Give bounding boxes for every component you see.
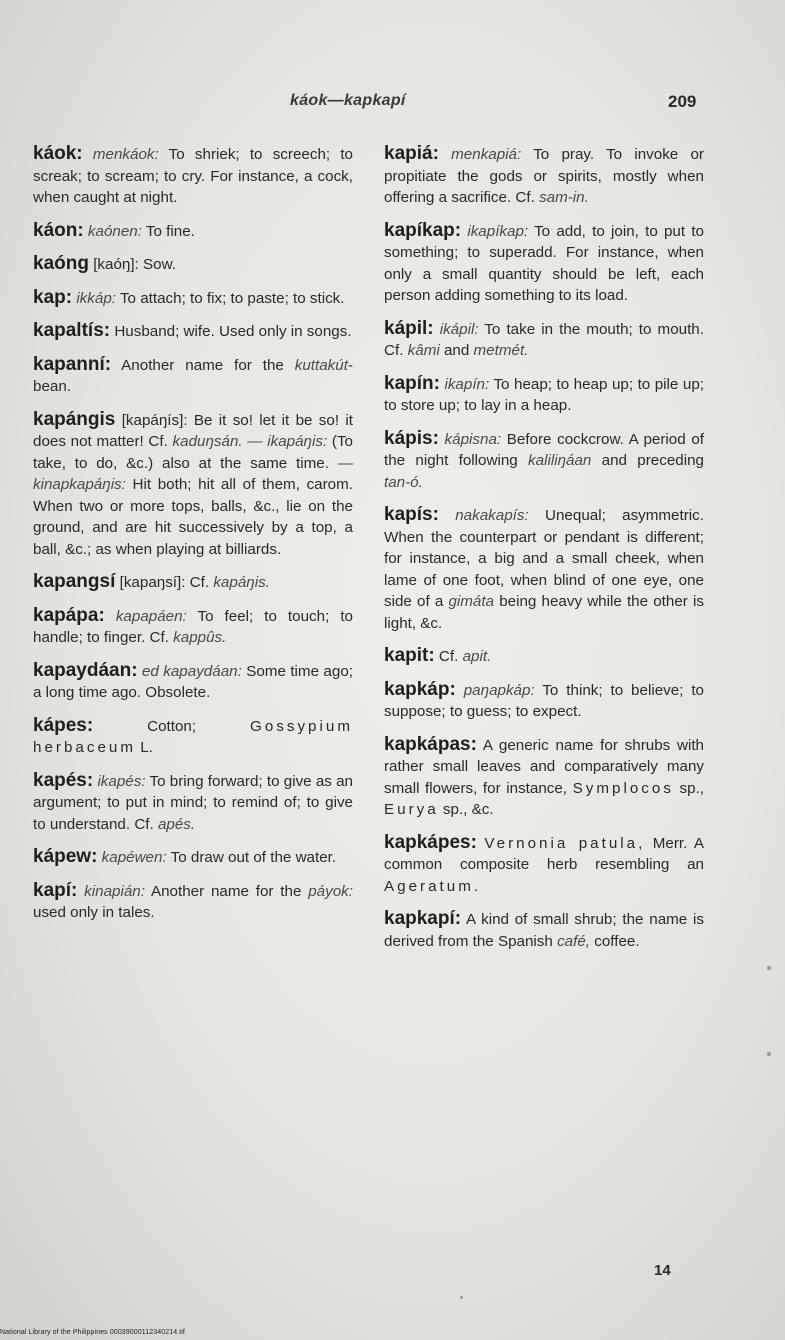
definition: Another name for the bbox=[150, 882, 302, 900]
entry-kapaydaan bbox=[33, 660, 353, 704]
headword: kapangsí bbox=[33, 571, 116, 592]
definition: To bring forward; to give as an argument; to put in mind; to remind of; to give to understand. Cf. bbox=[33, 772, 353, 833]
scientific-name: Eurya bbox=[384, 801, 439, 818]
definition-cont: used only in tales. bbox=[33, 904, 155, 921]
definition: Merr. A common composite herb resembling an bbox=[384, 834, 704, 873]
headword: kapaydáan: bbox=[33, 659, 138, 681]
entry-kapkapas bbox=[384, 734, 704, 821]
headword: kap: bbox=[33, 286, 73, 308]
headword: kapanní: bbox=[33, 353, 112, 375]
scientific-name: Ageratum. bbox=[384, 877, 482, 895]
definition: To think; to believe; to suppose; to guess; to expect. bbox=[384, 681, 704, 720]
definition: To add, to join, to put to something; to superadd. For instance, when only a small quantity should be left, each person adding something to its load. bbox=[384, 222, 704, 304]
headword: kapápa: bbox=[33, 604, 105, 626]
entry-kapikap bbox=[384, 220, 704, 307]
left-column bbox=[33, 143, 353, 935]
definition-cont: -bean. bbox=[33, 356, 353, 395]
definition-cont: (To take, to do, &c.) also at the same time. bbox=[33, 433, 353, 472]
definition-cont: coffee. bbox=[594, 932, 640, 950]
definition: [kapáŋís]: Be it so! let it be so! it does not matter! Cf. bbox=[33, 411, 353, 450]
entry-kapes bbox=[33, 770, 353, 836]
cross-reference: kuttakút bbox=[294, 356, 348, 374]
cross-reference: gimáta bbox=[448, 593, 495, 610]
definition-cont: L. bbox=[140, 739, 153, 756]
definition: [kaóŋ]: Sow. bbox=[93, 256, 176, 273]
derived-form: ed kapaydáan: bbox=[141, 662, 242, 680]
entry-kap bbox=[33, 287, 353, 310]
entry-kapangsi bbox=[33, 571, 353, 594]
cross-reference: tan-ó. bbox=[384, 473, 423, 491]
entry-kapkapi bbox=[384, 908, 704, 952]
speck bbox=[767, 966, 771, 970]
speck bbox=[460, 1296, 463, 1299]
entry-kapkap bbox=[384, 679, 704, 723]
derived-form: kápisna: bbox=[444, 430, 502, 448]
entry-kaong bbox=[33, 253, 353, 276]
derived-form: ikapíkap: bbox=[467, 222, 529, 240]
headword: káon: bbox=[33, 219, 84, 241]
entry-kapis-night bbox=[384, 428, 704, 494]
headword: kápes: bbox=[33, 714, 94, 736]
entry-kapes-cotton bbox=[33, 715, 353, 759]
derived-form: kapapáen: bbox=[115, 607, 187, 625]
derived-form: menkáok: bbox=[92, 146, 159, 163]
scientific-name: Vernonia patula, bbox=[484, 834, 646, 852]
headword: kapíkap: bbox=[384, 219, 462, 241]
definition: Another name for the bbox=[121, 356, 284, 374]
definition: To take in the mouth; to mouth. Cf. bbox=[384, 320, 704, 359]
cross-reference: kâmi bbox=[407, 342, 440, 359]
derived-form: paŋapkáp: bbox=[463, 681, 535, 699]
derived-form: kaduŋsán. — ikapáŋis: bbox=[172, 433, 328, 450]
entry-kapanni bbox=[33, 354, 353, 398]
definition: To shriek; to screech; to screak; to scream; to cry. For instance, a cock, when caught at night. bbox=[33, 146, 353, 206]
headword: kapiá: bbox=[384, 143, 439, 164]
cross-reference: café, bbox=[557, 932, 591, 950]
entry-kaok bbox=[33, 143, 353, 209]
cross-reference: kaliliŋáan bbox=[528, 452, 592, 469]
definition: [kapaŋsí]: Cf. bbox=[119, 574, 210, 591]
definition: To heap; to heap up; to pile up; to store up; to lay in a heap. bbox=[384, 375, 704, 414]
definition: A kind of small shrub; the name is derived from the Spanish bbox=[384, 911, 704, 950]
definition: A generic name for shrubs with rather small leaves and comparatively many small flowers, for instance, bbox=[384, 736, 704, 797]
definition: Cotton; bbox=[147, 717, 197, 735]
definition-cont: Hit both; hit all of them, carom. When two or more tops, balls, &c., lie on the ground, and are hit successively by a top, a ball, &c.; as when playing at billiards. bbox=[33, 476, 353, 558]
headword: kapkapí: bbox=[384, 908, 462, 929]
headword: kapí: bbox=[33, 879, 78, 901]
headword: kapís: bbox=[384, 504, 439, 525]
derived-form: kapéwen: bbox=[101, 849, 167, 866]
definition: To draw out of the water. bbox=[170, 849, 337, 866]
headword: kapín: bbox=[384, 372, 440, 394]
headword: kápil: bbox=[384, 317, 434, 339]
entry-kapin bbox=[384, 373, 704, 417]
headword: kápis: bbox=[384, 427, 439, 449]
definition-cont: being heavy while the other is light, &c. bbox=[384, 593, 704, 632]
headword: kapés: bbox=[33, 769, 94, 791]
entry-kaon bbox=[33, 220, 353, 243]
definition: To feel; to touch; to handle; to finger. Cf. bbox=[33, 607, 353, 646]
derived-form: ikápil: bbox=[439, 320, 479, 338]
definition: To pray. To invoke or propitiate the gods or spirits, mostly when offering a sacrifice. Cf. bbox=[384, 146, 704, 206]
running-head bbox=[0, 92, 785, 116]
definition-cont: and preceding bbox=[601, 452, 704, 469]
derived-form: nakakapís: bbox=[455, 507, 529, 524]
signature-mark: 14 bbox=[654, 1262, 671, 1279]
scientific-name: Symplocos bbox=[572, 779, 674, 797]
entry-kapapa bbox=[33, 605, 353, 649]
scientific-name: Gossypium herbaceum bbox=[33, 717, 353, 756]
derived-form: ikkáp: bbox=[76, 289, 116, 307]
definition: To fine. bbox=[145, 222, 195, 240]
headword: kápew: bbox=[33, 846, 98, 867]
entry-kapis-unequal bbox=[384, 504, 704, 634]
headword: kapkápes: bbox=[384, 831, 477, 853]
headword: kapángis bbox=[33, 408, 116, 430]
headword: káok: bbox=[33, 143, 83, 164]
entry-kapangis bbox=[33, 409, 353, 561]
page-number: 209 bbox=[668, 92, 697, 111]
definition: Before cockcrow. A period of the night following bbox=[384, 430, 704, 469]
right-column bbox=[384, 143, 704, 963]
entry-kapil bbox=[384, 318, 704, 362]
entry-kapia bbox=[384, 143, 704, 209]
derived-form: — kinapkapáŋis: bbox=[33, 454, 353, 493]
cross-reference: sam-in. bbox=[539, 189, 589, 206]
cross-reference: kapáŋis. bbox=[213, 574, 270, 591]
cross-reference: metmét. bbox=[473, 342, 529, 359]
entry-kapi bbox=[33, 880, 353, 924]
derived-form: menkapiá: bbox=[451, 146, 522, 163]
headword: kapit: bbox=[384, 645, 435, 666]
entry-kapit bbox=[384, 645, 704, 668]
definition-cont: and bbox=[443, 342, 470, 359]
running-head-title: káok—kapkapí bbox=[290, 92, 406, 109]
entry-kapew bbox=[33, 846, 353, 869]
definition: Cf. bbox=[438, 648, 459, 665]
definition: Unequal; asymmetric. When the counterpart or pendant is different; for instance, a big and a small cheek, when lame of one foot, when blind of one eye, one side of a bbox=[384, 507, 704, 610]
derived-form: kinapián: bbox=[84, 882, 145, 900]
definition: Husband; wife. Used only in songs. bbox=[114, 323, 352, 340]
headword: kaóng bbox=[33, 253, 89, 274]
definition: Some time ago; a long time ago. Obsolete. bbox=[33, 662, 353, 701]
entry-kapaltis bbox=[33, 320, 353, 343]
headword: kapkáp: bbox=[384, 678, 456, 700]
derived-form: ikapín: bbox=[444, 375, 490, 393]
cross-reference: páyok: bbox=[308, 882, 353, 900]
scan-credit: National Library of the Philippines 00039000112340214.tif bbox=[0, 1329, 185, 1336]
derived-form: ikapés: bbox=[97, 772, 146, 790]
derived-form: kaónen: bbox=[87, 222, 142, 240]
definition-cont: sp., bbox=[679, 779, 704, 797]
cross-reference: apit. bbox=[462, 648, 492, 665]
cross-reference: kappûs. bbox=[173, 629, 227, 646]
headword: kapkápas: bbox=[384, 733, 477, 755]
headword: kapaltís: bbox=[33, 320, 111, 341]
definition-cont: sp., &c. bbox=[442, 801, 494, 818]
definition: To attach; to fix; to paste; to stick. bbox=[119, 289, 345, 307]
speck bbox=[767, 1052, 771, 1056]
entry-kapkapes bbox=[384, 832, 704, 898]
cross-reference: apés. bbox=[157, 815, 196, 833]
